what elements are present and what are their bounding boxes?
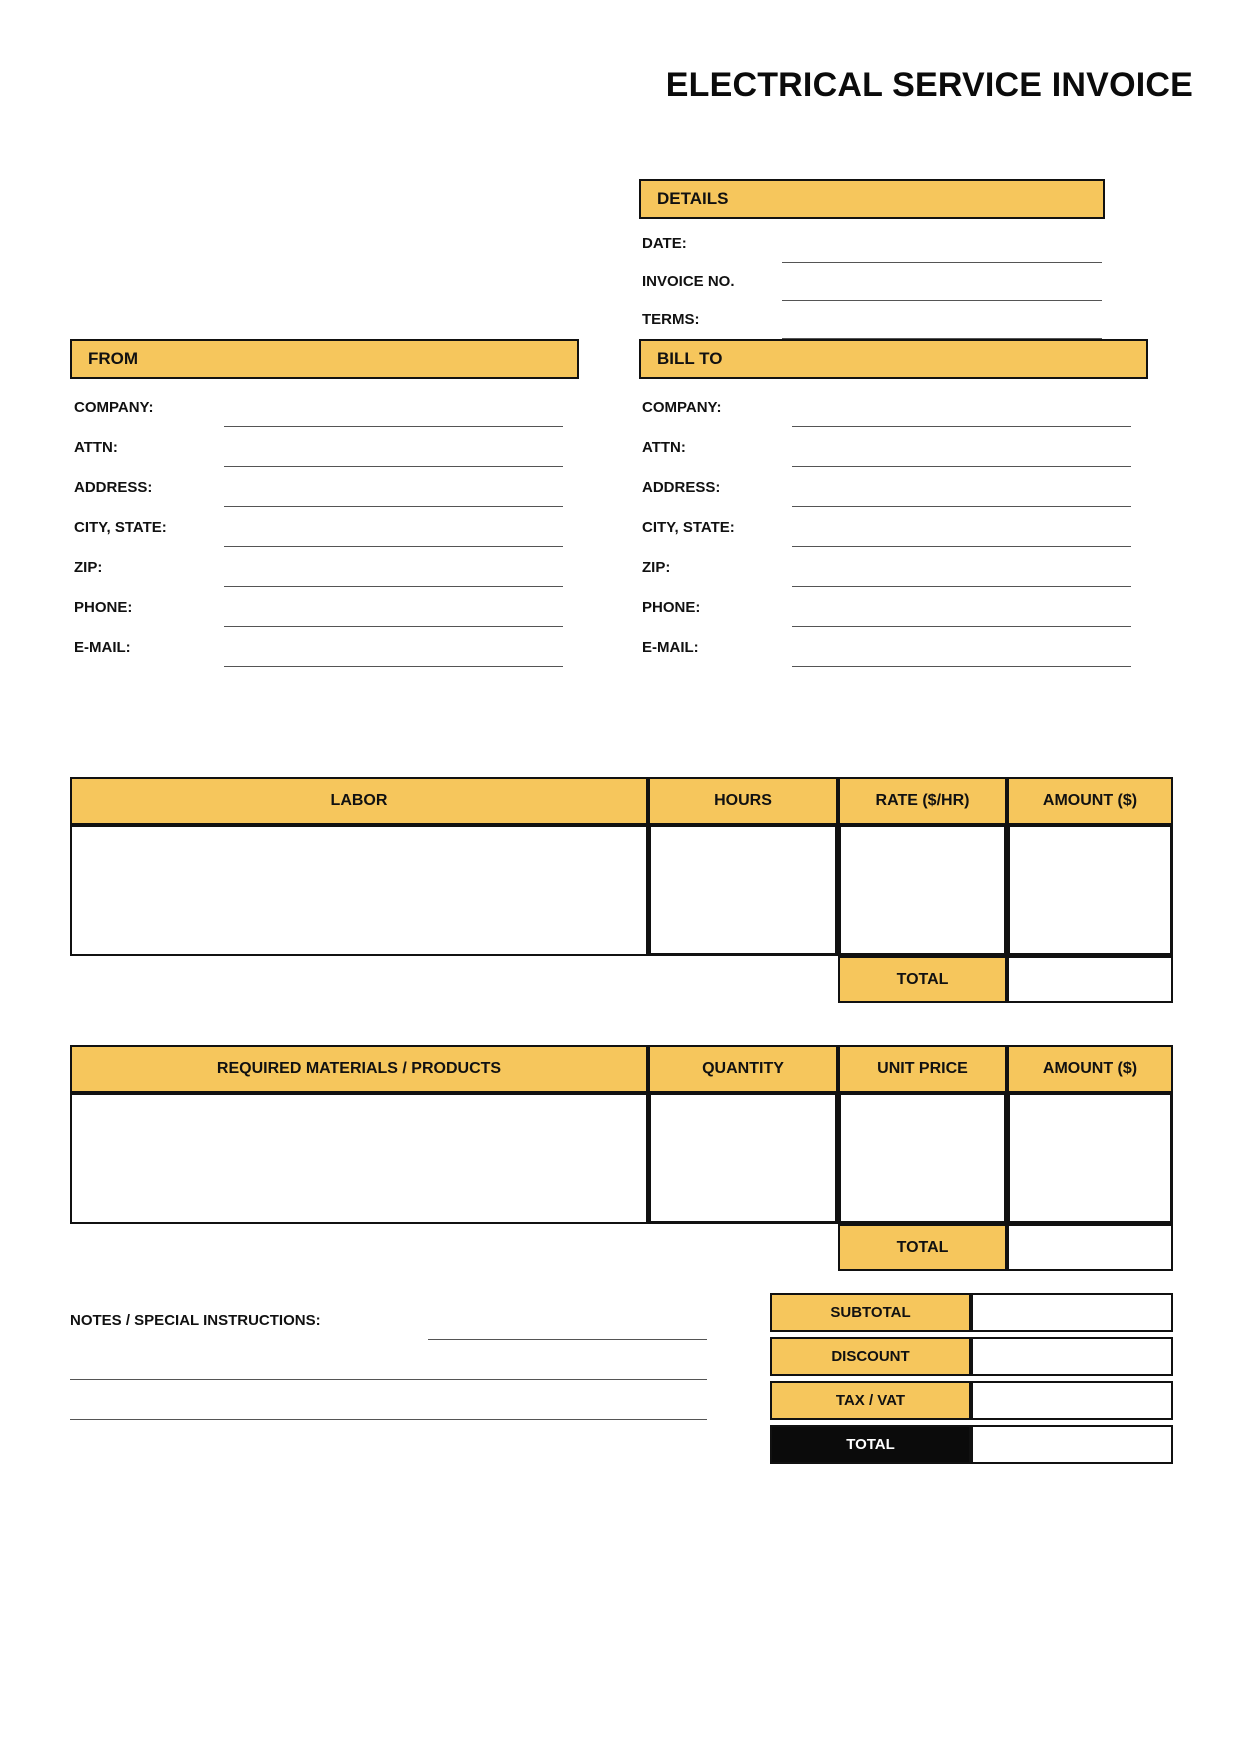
from-city-state-label: CITY, STATE:: [74, 519, 167, 536]
from-address-label: ADDRESS:: [74, 479, 153, 496]
quantity-col-header: QUANTITY: [648, 1045, 838, 1095]
unit-price-cell[interactable]: [838, 1095, 1007, 1224]
subtotal-label: SUBTOTAL: [770, 1293, 971, 1332]
bill-attn-label: ATTN:: [642, 439, 686, 456]
invoice-title: ELECTRICAL SERVICE INVOICE: [665, 66, 1193, 104]
materials-description-cell[interactable]: [70, 1095, 648, 1224]
labor-total-label: TOTAL: [838, 956, 1007, 1003]
grand-total-field[interactable]: [971, 1425, 1173, 1464]
subtotal-field[interactable]: [971, 1293, 1173, 1332]
from-email-field[interactable]: [224, 666, 563, 667]
rate-cell[interactable]: [838, 827, 1007, 956]
labor-amount-col-header: AMOUNT ($): [1007, 777, 1173, 827]
terms-label: TERMS:: [642, 311, 700, 328]
materials-amount-cell[interactable]: [1007, 1095, 1173, 1224]
from-header: FROM: [70, 339, 579, 379]
labor-col-header: LABOR: [70, 777, 648, 827]
bill-zip-label: ZIP:: [642, 559, 671, 576]
from-city-state-field[interactable]: [224, 546, 563, 547]
quantity-cell[interactable]: [648, 1095, 838, 1224]
bill-phone-field[interactable]: [792, 626, 1131, 627]
notes-line-2[interactable]: [70, 1379, 707, 1380]
bill-phone-label: PHONE:: [642, 599, 701, 616]
bill-zip-field[interactable]: [792, 586, 1131, 587]
from-company-label: COMPANY:: [74, 399, 154, 416]
from-phone-label: PHONE:: [74, 599, 133, 616]
discount-field[interactable]: [971, 1337, 1173, 1376]
from-email-label: E-MAIL:: [74, 639, 131, 656]
labor-total-field[interactable]: [1007, 956, 1173, 1003]
bill-company-label: COMPANY:: [642, 399, 722, 416]
from-attn-label: ATTN:: [74, 439, 118, 456]
materials-total-label: TOTAL: [838, 1224, 1007, 1271]
date-label: DATE:: [642, 235, 687, 252]
from-phone-field[interactable]: [224, 626, 563, 627]
details-header: DETAILS: [639, 179, 1105, 219]
bill-email-field[interactable]: [792, 666, 1131, 667]
invoice-no-field[interactable]: [782, 300, 1102, 301]
notes-line-1[interactable]: [428, 1339, 707, 1340]
from-company-field[interactable]: [224, 426, 563, 427]
labor-amount-cell[interactable]: [1007, 827, 1173, 956]
bill-address-field[interactable]: [792, 506, 1131, 507]
bill-to-header: BILL TO: [639, 339, 1148, 379]
invoice-no-label: INVOICE NO.: [642, 273, 735, 290]
tax-vat-field[interactable]: [971, 1381, 1173, 1420]
notes-line-3[interactable]: [70, 1419, 707, 1420]
notes-label: NOTES / SPECIAL INSTRUCTIONS:: [70, 1312, 321, 1329]
grand-total-label: TOTAL: [770, 1425, 971, 1464]
materials-table: [70, 1045, 1173, 1273]
materials-col-header: REQUIRED MATERIALS / PRODUCTS: [70, 1045, 648, 1095]
bill-email-label: E-MAIL:: [642, 639, 699, 656]
bill-attn-field[interactable]: [792, 466, 1131, 467]
from-zip-label: ZIP:: [74, 559, 103, 576]
date-field[interactable]: [782, 262, 1102, 263]
unit-price-col-header: UNIT PRICE: [838, 1045, 1007, 1095]
hours-cell[interactable]: [648, 827, 838, 956]
labor-table: [70, 777, 1173, 1005]
from-attn-field[interactable]: [224, 466, 563, 467]
from-address-field[interactable]: [224, 506, 563, 507]
rate-col-header: RATE ($/HR): [838, 777, 1007, 827]
tax-vat-label: TAX / VAT: [770, 1381, 971, 1420]
bill-company-field[interactable]: [792, 426, 1131, 427]
materials-amount-col-header: AMOUNT ($): [1007, 1045, 1173, 1095]
labor-description-cell[interactable]: [70, 827, 648, 956]
materials-total-field[interactable]: [1007, 1224, 1173, 1271]
bill-address-label: ADDRESS:: [642, 479, 721, 496]
bill-city-state-field[interactable]: [792, 546, 1131, 547]
hours-col-header: HOURS: [648, 777, 838, 827]
discount-label: DISCOUNT: [770, 1337, 971, 1376]
bill-city-state-label: CITY, STATE:: [642, 519, 735, 536]
from-zip-field[interactable]: [224, 586, 563, 587]
